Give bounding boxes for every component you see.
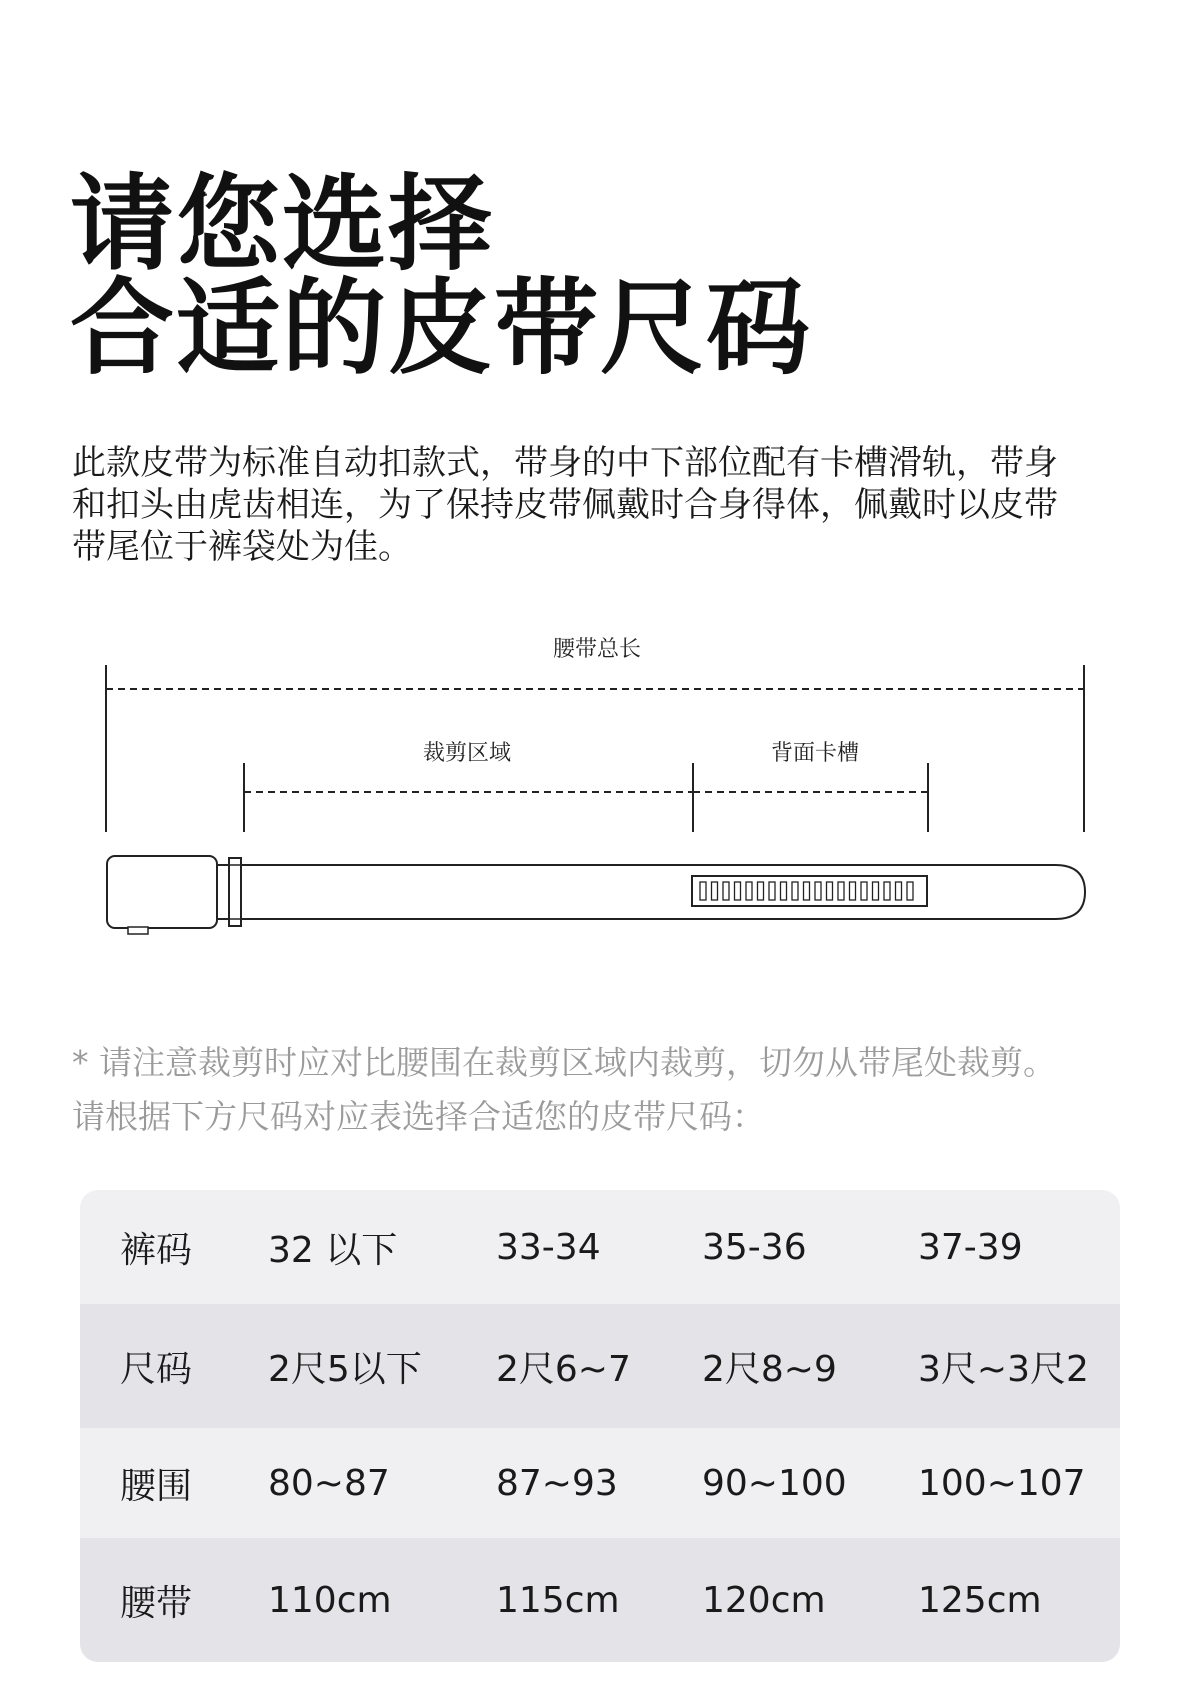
row-header: 腰围 <box>120 1465 193 1507</box>
buckle-latch <box>128 927 148 934</box>
table-cell: 35-36 <box>702 1226 807 1268</box>
table-cell: 3尺~3尺2 <box>918 1348 1089 1390</box>
table-cell: 2尺5以下 <box>268 1348 422 1390</box>
back-slot-label: 背面卡槽 <box>770 741 860 766</box>
belt-diagram <box>0 620 1200 940</box>
table-cell: 80~87 <box>268 1462 390 1504</box>
description-line-3: 带尾位于裤袋处为佳。 <box>72 527 412 567</box>
table-cell: 125cm <box>918 1579 1042 1621</box>
table-cell: 32 以下 <box>268 1229 398 1271</box>
table-cell: 2尺8~9 <box>702 1348 837 1390</box>
title-line-2: 合适的皮带尺码 <box>70 267 813 389</box>
table-cell: 110cm <box>268 1579 392 1621</box>
table-cell: 87~93 <box>496 1462 618 1504</box>
table-cell: 100~107 <box>918 1462 1086 1504</box>
description-line-2: 和扣头由虎齿相连，为了保持皮带佩戴时合身得体，佩戴时以皮带 <box>72 485 1058 525</box>
table-cell: 2尺6~7 <box>496 1348 631 1390</box>
table-cell: 90~100 <box>702 1462 847 1504</box>
note-line-2: 请根据下方尺码对应表选择合适您的皮带尺码： <box>72 1097 765 1136</box>
table-cell: 33-34 <box>496 1226 601 1268</box>
product-description <box>72 442 1132 568</box>
description-line-1: 此款皮带为标准自动扣款式，带身的中下部位配有卡槽滑轨，带身 <box>72 443 1058 483</box>
table-cell: 37-39 <box>918 1226 1023 1268</box>
table-cell: 115cm <box>496 1579 620 1621</box>
cutting-note <box>72 1036 1172 1144</box>
cut-area-label: 裁剪区域 <box>422 741 512 766</box>
belt-strap <box>218 865 1085 919</box>
table-row <box>80 1190 1120 1304</box>
table-row <box>80 1538 1120 1662</box>
total-length-label: 腰带总长 <box>552 637 642 662</box>
row-header: 腰带 <box>120 1582 193 1624</box>
belt-buckle <box>107 856 217 928</box>
size-table <box>80 1190 1120 1662</box>
table-cell: 120cm <box>702 1579 826 1621</box>
table-row <box>80 1428 1120 1538</box>
title-line-1: 请您选择 <box>70 163 495 285</box>
table-row <box>80 1304 1120 1428</box>
note-line-1: * 请注意裁剪时应对比腰围在裁剪区域内裁剪，切勿从带尾处裁剪。 <box>72 1043 1056 1082</box>
row-header: 尺码 <box>120 1348 193 1390</box>
page-title <box>70 163 813 389</box>
belt-keeper <box>229 858 241 926</box>
row-header: 裤码 <box>120 1229 193 1271</box>
